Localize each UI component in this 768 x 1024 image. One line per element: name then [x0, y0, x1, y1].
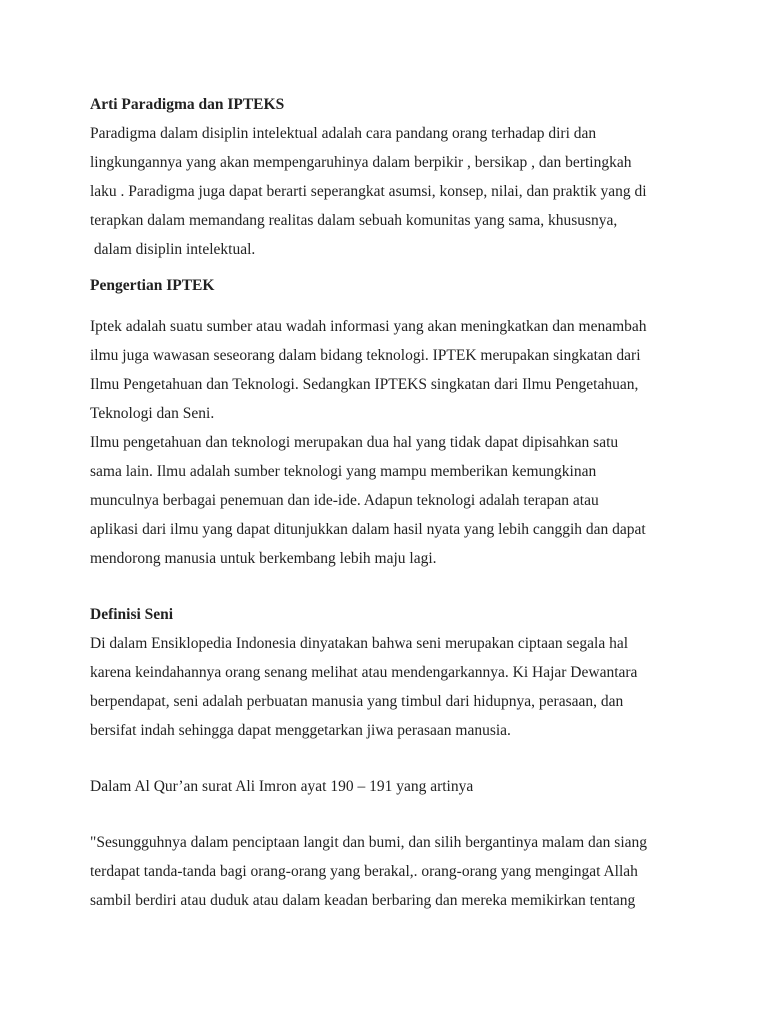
paragraph-line: mendorong manusia untuk berkembang lebih maju lagi. [90, 550, 437, 567]
section-heading-arti-paradigma: Arti Paradigma dan IPTEKS [90, 96, 285, 113]
paragraph-line: Iptek adalah suatu sumber atau wadah informasi yang akan meningkatkan dan menambah [90, 318, 647, 335]
paragraph-line: ilmu juga wawasan seseorang dalam bidang teknologi. IPTEK merupakan singkatan dari [90, 347, 641, 364]
paragraph-line: sama lain. Ilmu adalah sumber teknologi yang mampu memberikan kemungkinan [90, 463, 597, 480]
quote-line: sambil berdiri atau duduk atau dalam keadan berbaring dan mereka memikirkan tentang [90, 892, 636, 909]
section-heading-definisi-seni: Definisi Seni [90, 606, 174, 623]
paragraph-line: karena keindahannya orang senang melihat atau mendengarkannya. Ki Hajar Dewantara [90, 664, 638, 681]
paragraph-line: Dalam Al Qur’an surat Ali Imron ayat 190 – 191 yang artinya [90, 778, 474, 795]
paragraph-line: dalam disiplin intelektual. [90, 241, 256, 258]
paragraph-line: berpendapat, seni adalah perbuatan manusia yang timbul dari hidupnya, perasaan, dan [90, 693, 624, 710]
paragraph-line: Di dalam Ensiklopedia Indonesia dinyatakan bahwa seni merupakan ciptaan segala hal [90, 635, 629, 652]
paragraph-line: bersifat indah sehingga dapat menggetarkan jiwa perasaan manusia. [90, 722, 511, 739]
paragraph-line: Ilmu Pengetahuan dan Teknologi. Sedangkan IPTEKS singkatan dari Ilmu Pengetahuan, [90, 376, 639, 393]
paragraph-line: munculnya berbagai penemuan dan ide-ide. Adapun teknologi adalah terapan atau [90, 492, 599, 509]
paragraph-line: Paradigma dalam disiplin intelektual adalah cara pandang orang terhadap diri dan [90, 125, 597, 142]
paragraph-line: terapkan dalam memandang realitas dalam sebuah komunitas yang sama, khususnya, [90, 212, 618, 229]
section-heading-pengertian-iptek: Pengertian IPTEK [90, 277, 215, 294]
document-page [90, 90, 690, 915]
quote-line: terdapat tanda-tanda bagi orang-orang yang berakal,. orang-orang yang mengingat Allah [90, 863, 638, 880]
paragraph-line: Ilmu pengetahuan dan teknologi merupakan dua hal yang tidak dapat dipisahkan satu [90, 434, 619, 451]
quote-line: "Sesungguhnya dalam penciptaan langit dan bumi, dan silih bergantinya malam dan siang [90, 834, 648, 851]
paragraph-line: lingkungannya yang akan mempengaruhinya dalam berpikir , bersikap , dan bertingkah [90, 154, 632, 171]
paragraph-line: aplikasi dari ilmu yang dapat ditunjukkan dalam hasil nyata yang lebih canggih dan dapat [90, 521, 646, 538]
paragraph-line: laku . Paradigma juga dapat berarti seperangkat asumsi, konsep, nilai, dan praktik yang di [90, 183, 647, 200]
paragraph-line: Teknologi dan Seni. [90, 405, 215, 422]
